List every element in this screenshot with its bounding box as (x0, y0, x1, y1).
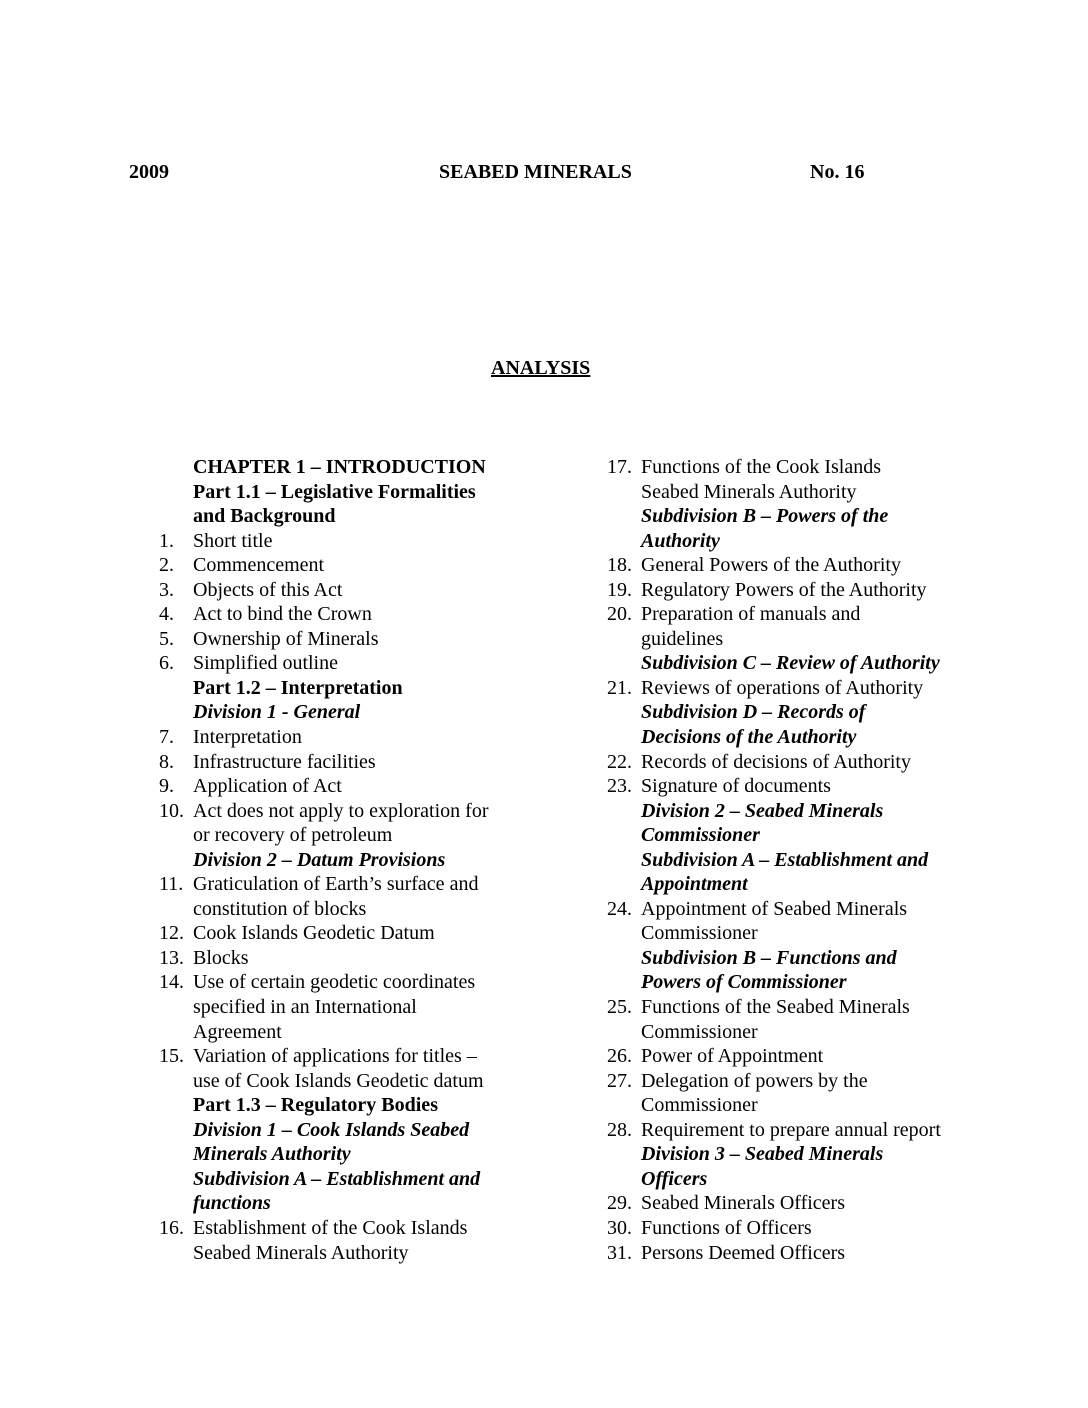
toc-entry-number: 9. (159, 775, 174, 798)
toc-entry-text: Blocks (193, 946, 249, 969)
toc-entry-number: 17. (607, 456, 632, 478)
toc-entry-text: Regulatory Powers of the Authority (641, 578, 927, 601)
toc-entry (607, 897, 987, 922)
toc-entry-text: Part 1.3 – Regulatory Bodies (193, 1094, 438, 1117)
toc-entry-text: Officers (641, 1167, 708, 1190)
toc-entry (159, 872, 539, 897)
toc-entry-text: Persons Deemed Officers (641, 1241, 846, 1264)
toc-entry-number (159, 1142, 193, 1167)
toc-entry-text: Subdivision B – Functions and (641, 946, 897, 969)
toc-entry-number (607, 799, 641, 824)
toc-entry-text: Division 2 – Seabed Minerals (641, 799, 884, 822)
toc-entry-text: Appointment (641, 873, 748, 896)
toc-entry-text: Authority (641, 529, 720, 552)
toc-entry (159, 725, 539, 750)
toc-entry-continuation (159, 995, 539, 1020)
toc-entry-continuation (159, 1069, 539, 1094)
toc-heading (607, 651, 987, 676)
toc-entry (607, 1118, 987, 1143)
toc-entry-text: or recovery of petroleum (193, 824, 393, 847)
toc-entry-text: Powers of Commissioner (641, 971, 847, 994)
toc-entry-number (607, 1142, 641, 1167)
toc-entry-number: 5. (159, 627, 174, 650)
toc-entry-text: Act to bind the Crown (193, 603, 372, 626)
toc-heading (159, 1191, 539, 1216)
toc-entry (159, 651, 539, 676)
toc-entry-number: 3. (159, 578, 174, 601)
toc-entry-text: Subdivision A – Establishment and (641, 848, 929, 871)
toc-entry (159, 553, 539, 578)
toc-entry-number: 30. (607, 1216, 632, 1239)
toc-entry (607, 774, 987, 799)
toc-entry-number (607, 848, 641, 873)
toc-entry-number: 20. (607, 603, 632, 626)
toc-entry-text: Decisions of the Authority (641, 726, 857, 749)
toc-entry-text: specified in an International (193, 996, 417, 1019)
toc-entry-number: 4. (159, 603, 174, 626)
toc-heading (607, 529, 987, 554)
toc-entry-text: Records of decisions of Authority (641, 750, 911, 773)
toc-entry-text: CHAPTER 1 – INTRODUCTION (193, 456, 486, 478)
toc-entry-continuation (159, 823, 539, 848)
toc-entry-number (607, 823, 641, 848)
toc-entry-text: Commencement (193, 554, 325, 577)
toc-entry-number: 23. (607, 775, 632, 798)
toc-entry-number: 15. (159, 1045, 184, 1068)
toc-entry (607, 602, 987, 627)
toc-entry (159, 602, 539, 627)
toc-entry-number (607, 921, 641, 946)
toc-entry-number: 7. (159, 726, 174, 749)
toc-entry-number: 1. (159, 529, 174, 552)
toc-entry-number (159, 1020, 193, 1045)
toc-entry (159, 578, 539, 603)
toc-heading (159, 1167, 539, 1192)
toc-left-column (159, 455, 539, 1265)
toc-entry-number (159, 897, 193, 922)
toc-entry-text: Preparation of manuals and (641, 603, 861, 626)
toc-heading (607, 1167, 987, 1192)
header-year: 2009 (129, 161, 169, 183)
toc-entry-text: Division 1 – Cook Islands Seabed (193, 1118, 470, 1141)
toc-entry (159, 750, 539, 775)
toc-entry-text: Use of certain geodetic coordinates (193, 971, 476, 994)
toc-entry-text: Subdivision C – Review of Authority (641, 652, 940, 675)
toc-entry-continuation (159, 1241, 539, 1266)
toc-entry-text: constitution of blocks (193, 897, 367, 920)
toc-entry-text: Variation of applications for titles – (193, 1045, 477, 1068)
toc-entry-number (159, 1069, 193, 1094)
toc-entry-number (607, 725, 641, 750)
toc-entry (607, 455, 987, 480)
toc-heading (607, 700, 987, 725)
toc-entry-text: Power of Appointment (641, 1045, 824, 1068)
toc-entry-text: Division 1 - General (193, 701, 361, 724)
toc-entry (159, 627, 539, 652)
toc-entry-number (607, 872, 641, 897)
toc-entry-text: Short title (193, 529, 273, 552)
toc-heading (159, 1093, 539, 1118)
toc-entry-text: Seabed Minerals Authority (193, 1241, 409, 1264)
toc-entry (607, 1044, 987, 1069)
toc-entry-number: 14. (159, 971, 184, 994)
toc-entry-continuation (607, 1093, 987, 1118)
toc-entry-number (607, 946, 641, 971)
toc-entry-number: 8. (159, 750, 174, 773)
toc-right-column (607, 455, 987, 1265)
toc-entry-number: 24. (607, 897, 632, 920)
toc-heading (159, 504, 539, 529)
toc-heading (607, 970, 987, 995)
toc-heading (607, 848, 987, 873)
toc-entry-number (159, 1241, 193, 1266)
toc-entry-text: Commissioner (641, 1020, 758, 1043)
toc-entry-continuation (159, 897, 539, 922)
toc-entry-number: 13. (159, 946, 184, 969)
toc-entry (607, 1069, 987, 1094)
toc-entry-text: Delegation of powers by the (641, 1069, 868, 1092)
toc-entry-number (159, 1167, 193, 1192)
toc-entry-text: Interpretation (193, 726, 302, 749)
toc-entry-number (607, 480, 641, 505)
toc-entry-number (159, 1191, 193, 1216)
toc-entry-number (159, 480, 193, 505)
toc-entry (607, 1191, 987, 1216)
toc-entry-text: Subdivision A – Establishment and (193, 1167, 481, 1190)
toc-entry-number: 25. (607, 996, 632, 1019)
toc-entry (607, 1241, 987, 1266)
toc-entry-number (159, 504, 193, 529)
toc-entry-number (159, 848, 193, 873)
toc-entry-continuation (159, 1020, 539, 1045)
toc-heading (159, 848, 539, 873)
toc-entry-text: General Powers of the Authority (641, 554, 901, 577)
toc-entry-number: 29. (607, 1192, 632, 1215)
toc-entry-number: 18. (607, 554, 632, 577)
toc-entry-text: Subdivision D – Records of (641, 701, 866, 724)
toc-entry (159, 799, 539, 824)
toc-entry-number (607, 627, 641, 652)
toc-entry-text: Part 1.1 – Legislative Formalities (193, 480, 476, 503)
toc-entry (607, 676, 987, 701)
toc-entry (159, 970, 539, 995)
toc-entry-text: Commissioner (641, 824, 760, 847)
toc-entry-number (607, 1167, 641, 1192)
toc-heading (607, 1142, 987, 1167)
toc-heading (159, 1118, 539, 1143)
toc-entry-number: 22. (607, 750, 632, 773)
toc-entry-text: Signature of documents (641, 775, 831, 798)
toc-heading (159, 455, 539, 480)
toc-entry-text: Cook Islands Geodetic Datum (193, 922, 435, 945)
toc-entry-text: Division 2 – Datum Provisions (193, 848, 446, 871)
toc-entry (159, 946, 539, 971)
toc-entry-text: Functions of the Cook Islands (641, 456, 881, 478)
toc-entry-number: 26. (607, 1045, 632, 1068)
analysis-heading: ANALYSIS (491, 357, 591, 379)
toc-entry-text: Agreement (193, 1020, 282, 1043)
toc-entry-number: 12. (159, 922, 184, 945)
toc-entry-number: 2. (159, 554, 174, 577)
toc-heading (159, 1142, 539, 1167)
toc-entry-number (159, 676, 193, 701)
toc-entry-number: 6. (159, 652, 174, 675)
toc-entry-number (607, 1020, 641, 1045)
toc-entry-number: 21. (607, 676, 632, 699)
toc-entry (607, 553, 987, 578)
toc-entry-text: Graticulation of Earth’s surface and (193, 873, 479, 896)
toc-entry-number: 28. (607, 1118, 632, 1141)
toc-entry-text: functions (193, 1192, 271, 1215)
toc-entry-text: Act does not apply to exploration for (193, 799, 489, 822)
toc-heading (607, 725, 987, 750)
toc-entry-text: Reviews of operations of Authority (641, 676, 924, 699)
toc-entry-text: Requirement to prepare annual report (641, 1118, 941, 1141)
toc-entry-number: 31. (607, 1241, 632, 1264)
toc-entry-number: 19. (607, 578, 632, 601)
toc-entry-text: Simplified outline (193, 652, 338, 675)
toc-entry-number (607, 1093, 641, 1118)
toc-entry-text: Application of Act (193, 775, 342, 798)
toc-heading (607, 799, 987, 824)
toc-entry-number (607, 504, 641, 529)
toc-entry-number (159, 1093, 193, 1118)
toc-entry-number: 27. (607, 1069, 632, 1092)
toc-entry (607, 1216, 987, 1241)
toc-entry-continuation (607, 627, 987, 652)
toc-entry-text: Minerals Authority (193, 1143, 351, 1166)
toc-entry-continuation (607, 921, 987, 946)
toc-entry-number: 10. (159, 799, 184, 822)
toc-entry-number (159, 1118, 193, 1143)
toc-entry-continuation (607, 480, 987, 505)
toc-heading (159, 700, 539, 725)
toc-entry-text: use of Cook Islands Geodetic datum (193, 1069, 484, 1092)
toc-entry-number (159, 995, 193, 1020)
toc-entry (159, 1044, 539, 1069)
toc-entry-text: Objects of this Act (193, 578, 343, 601)
toc-entry-text: Seabed Minerals Officers (641, 1192, 846, 1215)
toc-entry-text: Functions of the Seabed Minerals (641, 996, 910, 1019)
toc-heading (159, 480, 539, 505)
toc-entry (607, 578, 987, 603)
toc-entry (607, 750, 987, 775)
toc-entry-text: Subdivision B – Powers of the (641, 505, 889, 528)
toc-entry-text: Part 1.2 – Interpretation (193, 676, 403, 699)
toc-entry-text: and Background (193, 505, 336, 528)
toc-entry-number (607, 970, 641, 995)
toc-entry-text: Division 3 – Seabed Minerals (641, 1143, 884, 1166)
toc-entry-number (159, 700, 193, 725)
toc-entry (159, 774, 539, 799)
toc-entry (159, 921, 539, 946)
toc-heading (607, 946, 987, 971)
toc-entry-text: guidelines (641, 627, 724, 650)
toc-entry-number (607, 651, 641, 676)
toc-entry (607, 995, 987, 1020)
toc-entry-text: Ownership of Minerals (193, 627, 379, 650)
toc-entry-number: 16. (159, 1216, 184, 1239)
toc-entry-number (607, 700, 641, 725)
toc-entry-text: Seabed Minerals Authority (641, 480, 857, 503)
toc-heading (159, 676, 539, 701)
toc-entry-text: Commissioner (641, 922, 758, 945)
toc-entry-number (159, 455, 193, 480)
toc-entry-continuation (607, 1020, 987, 1045)
toc-entry-number (159, 823, 193, 848)
toc-entry-text: Infrastructure facilities (193, 750, 376, 773)
toc-heading (607, 872, 987, 897)
toc-entry-number: 11. (159, 873, 184, 896)
toc-entry (159, 1216, 539, 1241)
header-title: SEABED MINERALS (439, 161, 632, 183)
toc-entry-text: Functions of Officers (641, 1216, 812, 1239)
toc-entry-number (607, 529, 641, 554)
toc-entry-text: Appointment of Seabed Minerals (641, 897, 908, 920)
toc-entry-text: Establishment of the Cook Islands (193, 1216, 468, 1239)
toc-entry-text: Commissioner (641, 1094, 758, 1117)
toc-heading (607, 823, 987, 848)
header-number: No. 16 (810, 161, 865, 183)
toc-entry (159, 529, 539, 554)
toc-heading (607, 504, 987, 529)
